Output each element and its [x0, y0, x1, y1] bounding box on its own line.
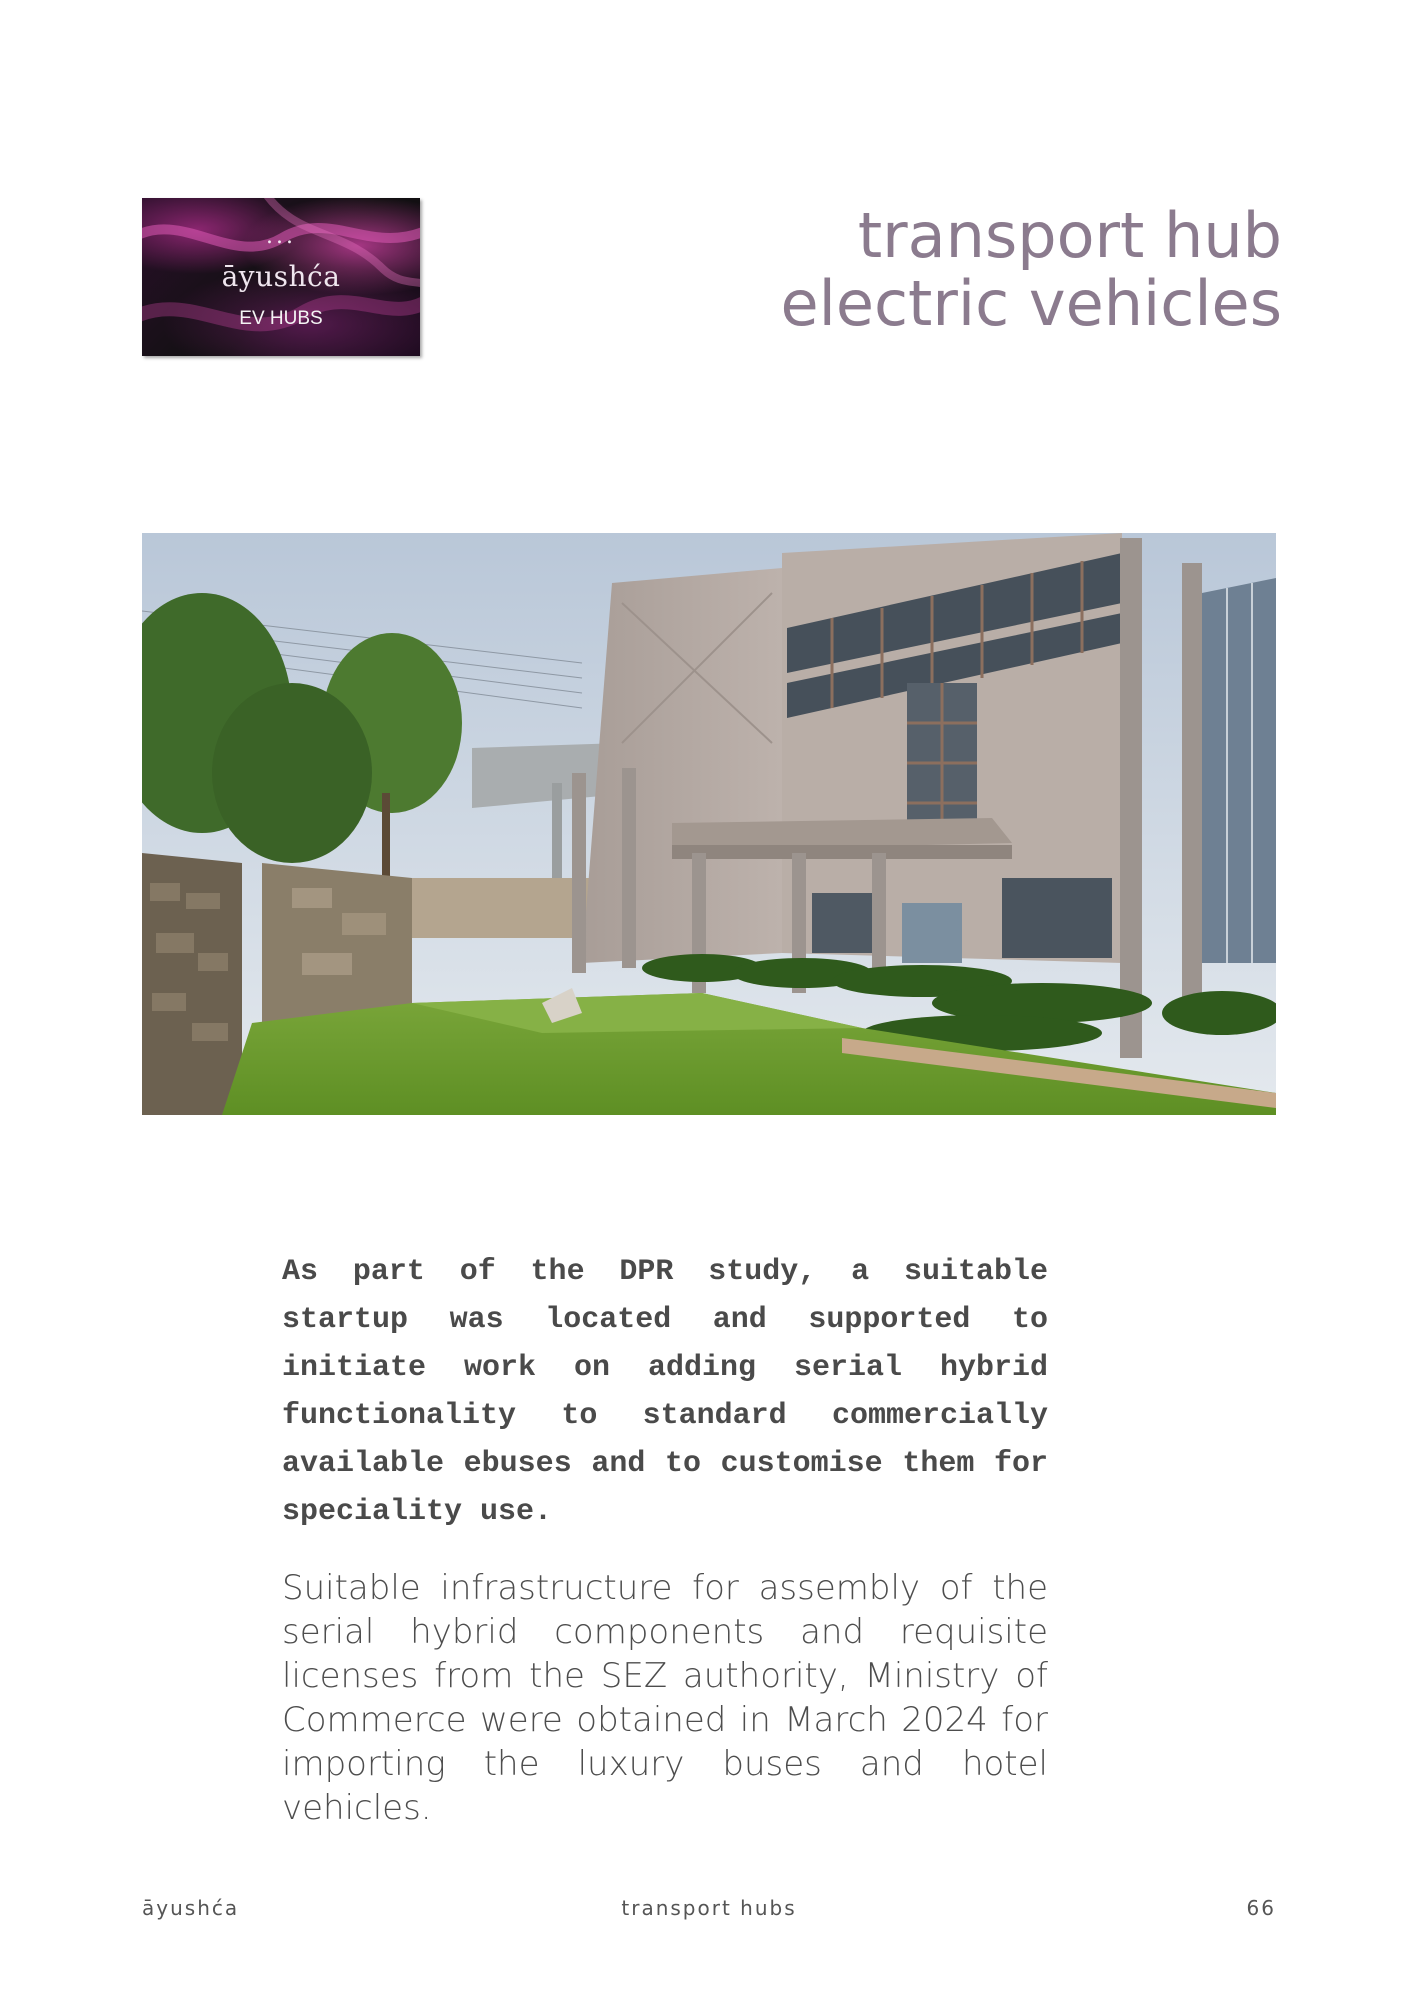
page-title-line-2: electric vehicles: [780, 267, 1282, 340]
footer-section-title: transport hubs: [621, 1896, 797, 1920]
logo-tagline: EV HUBS: [239, 308, 323, 329]
logo-dots: ...: [266, 224, 296, 249]
page-title: [780, 199, 1282, 340]
brand-logo: [142, 198, 420, 356]
page-title-line-1: transport hub: [857, 199, 1282, 272]
footer-brand: āyushća: [142, 1896, 240, 1920]
body-paragraph-1: As part of the DPR study, a suitable startup was located and supported to initiate work on adding serial hybrid functionality to standard commercially available ebuses and to customise them for speciality use.: [282, 1255, 1048, 1529]
building-photo-graphic: [142, 533, 1276, 1115]
body-paragraph-2: Suitable infrastructure for assembly of the serial hybrid components and requisite licenses from the SEZ authority, Ministry of Commerce were obtained in March 2024 for importing the luxury buses and hotel vehicles.: [282, 1568, 1048, 1828]
page-number: 66: [1246, 1896, 1276, 1920]
building-photo: [142, 533, 1276, 1115]
page-footer: [142, 1896, 1276, 1926]
logo-brand-name: āyushća: [221, 260, 341, 293]
